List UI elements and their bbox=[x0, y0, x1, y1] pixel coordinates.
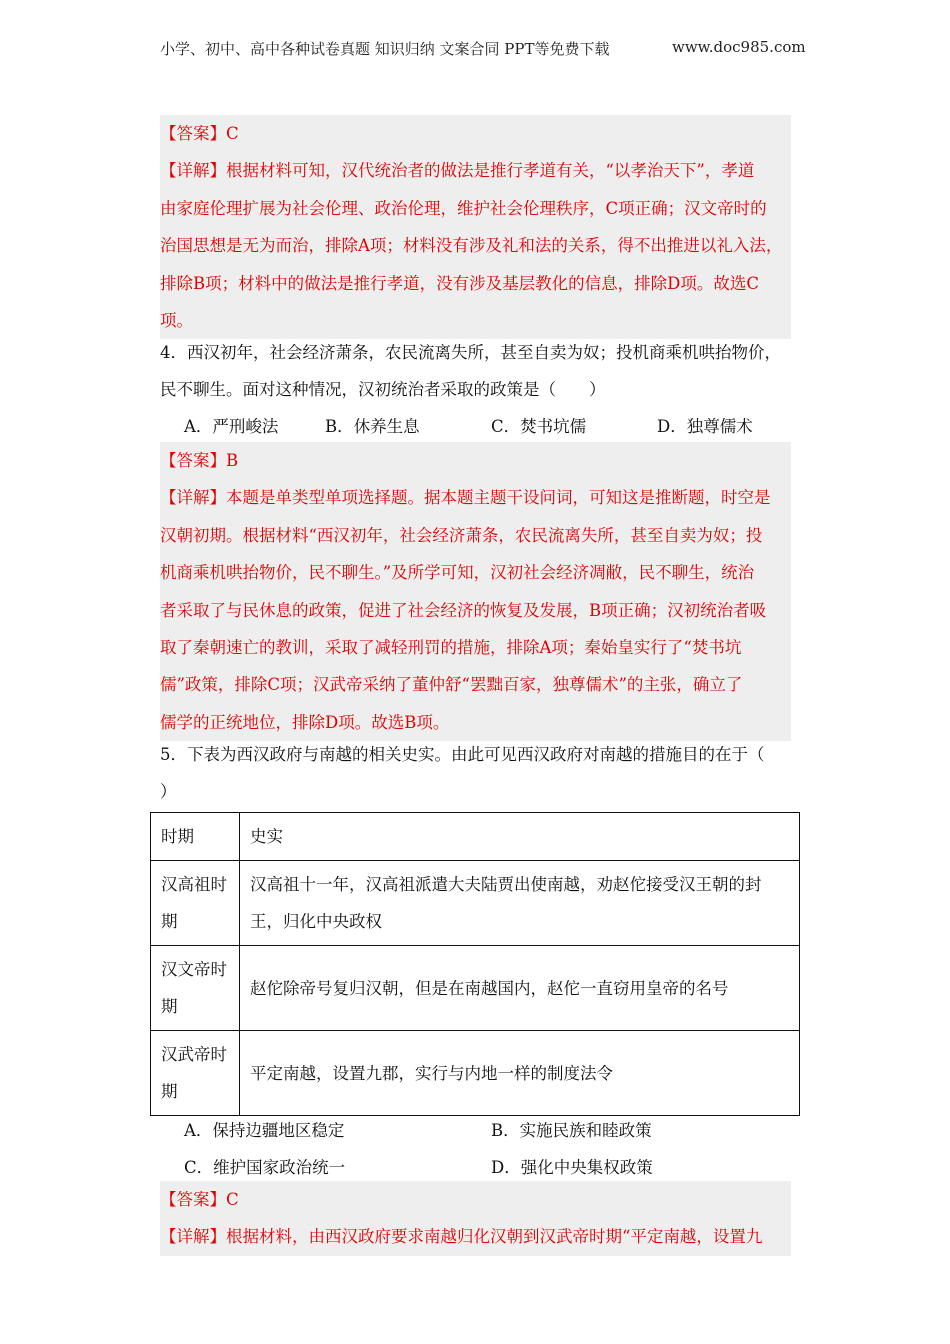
fact-cell bbox=[240, 1031, 800, 1116]
explanation-line: 排除B项；材料中的做法是推行孝道，没有涉及基层教化的信息，排除D项。故选C bbox=[160, 273, 759, 293]
answer-label: 【答案】B bbox=[160, 451, 239, 470]
table-row bbox=[151, 946, 800, 1031]
fact-text: 平定南越，设置九郡，实行与内地一样的制度法令 bbox=[250, 1063, 613, 1083]
fact-text: 汉高祖十一年，汉高祖派遣大夫陆贾出使南越，劝赵佗接受汉王朝的封 bbox=[250, 875, 762, 894]
q4-options bbox=[160, 408, 791, 445]
header-fact: 史实 bbox=[240, 813, 800, 861]
option-a: A．严刑峻法 bbox=[184, 417, 279, 436]
q3-answer-block bbox=[160, 115, 791, 339]
table-header-row bbox=[151, 813, 800, 861]
period-text: 期 bbox=[161, 912, 178, 931]
explanation-line: 【详解】根据材料，由西汉政府要求南越归化汉朝到汉武帝时期“平定南越，设置九 bbox=[160, 1227, 763, 1247]
header-site: www.doc985.com bbox=[672, 38, 806, 56]
answer-label: 【答案】C bbox=[160, 1190, 239, 1209]
period-cell bbox=[151, 1031, 240, 1116]
explanation-line: 由家庭伦理扩展为社会伦理、政治伦理，维护社会伦理秩序，C项正确；汉文帝时的 bbox=[160, 198, 767, 218]
explanation-line: 汉朝初期。根据材料“西汉初年，社会经济萧条，农民流离失所，甚至自卖为奴；投 bbox=[160, 525, 763, 545]
fact-text: 赵佗除帝号复归汉朝，但是在南越国内，赵佗一直窃用皇帝的名号 bbox=[250, 978, 729, 998]
option-d: D．强化中央集权政策 bbox=[491, 1158, 653, 1177]
fact-text: 王，归化中央政权 bbox=[250, 912, 382, 931]
q5-answer-block bbox=[160, 1181, 791, 1256]
option-c: C．维护国家政治统一 bbox=[184, 1158, 346, 1177]
option-b: B．实施民族和睦政策 bbox=[491, 1121, 652, 1140]
header-period: 时期 bbox=[151, 813, 240, 861]
explanation-line: 儒”政策，排除C项；汉武帝采纳了董仲舒“罢黜百家，独尊儒术”的主张，确立了 bbox=[160, 675, 743, 695]
q4-answer-block bbox=[160, 442, 791, 741]
period-cell bbox=[151, 861, 240, 946]
explanation-line: 【详解】本题是单类型单项选择题。据本题主题干设问词，可知这是推断题，时空是 bbox=[160, 488, 771, 508]
table-row bbox=[151, 1031, 800, 1116]
question-line: 4．西汉初年，社会经济萧条，农民流离失所，甚至自卖为奴；投机商乘机哄抬物价， bbox=[160, 343, 781, 362]
explanation-line: 治国思想是无为而治，排除A项；材料没有涉及礼和法的关系，得不出推进以礼入法， bbox=[160, 236, 783, 256]
question-line: 5．下表为西汉政府与南越的相关史实。由此可见西汉政府对南越的措施目的在于（ bbox=[160, 745, 765, 764]
explanation-line: 项。 bbox=[160, 310, 193, 330]
question-5 bbox=[160, 736, 791, 810]
answer-label: 【答案】C bbox=[160, 124, 239, 143]
header-text: 小学、初中、高中各种试卷真题 知识归纳 文案合同 PPT等免费下载 bbox=[160, 40, 610, 58]
explanation-line: 【详解】根据材料可知，汉代统治者的做法是推行孝道有关，“以孝治天下”，孝道 bbox=[160, 161, 755, 181]
question-4 bbox=[160, 334, 791, 445]
explanation-line: 机商乘机哄抬物价，民不聊生。”及所学可知，汉初社会经济凋敝，民不聊生，统治 bbox=[160, 563, 755, 583]
option-c: C．焚书坑儒 bbox=[491, 417, 587, 436]
page-header bbox=[160, 38, 806, 59]
period-cell bbox=[151, 946, 240, 1031]
option-a: A．保持边疆地区稳定 bbox=[184, 1121, 345, 1140]
period-text: 期 bbox=[161, 997, 178, 1016]
fact-cell bbox=[240, 861, 800, 946]
explanation-line: 者采取了与民休息的政策，促进了社会经济的恢复及发展，B项正确；汉初统治者吸 bbox=[160, 600, 767, 620]
explanation-line: 儒学的正统地位，排除D项。故选B项。 bbox=[160, 712, 450, 732]
period-text: 汉武帝时 bbox=[161, 1045, 227, 1064]
table-row bbox=[151, 861, 800, 946]
question-line: 民不聊生。面对这种情况，汉初统治者采取的政策是（ ） bbox=[160, 380, 606, 399]
history-table bbox=[150, 812, 800, 1116]
explanation-line: 取了秦朝速亡的教训，采取了减轻刑罚的措施，排除A项；秦始皇实行了“焚书坑 bbox=[160, 637, 742, 657]
period-text: 汉高祖时 bbox=[161, 875, 227, 894]
q5-options bbox=[160, 1112, 791, 1186]
option-b: B．休养生息 bbox=[325, 417, 420, 436]
q5-options-row-1 bbox=[160, 1112, 791, 1149]
period-text: 期 bbox=[161, 1082, 178, 1101]
option-d: D．独尊儒术 bbox=[657, 417, 753, 436]
question-line: ） bbox=[160, 782, 177, 801]
period-text: 汉文帝时 bbox=[161, 960, 227, 979]
fact-cell bbox=[240, 946, 800, 1031]
